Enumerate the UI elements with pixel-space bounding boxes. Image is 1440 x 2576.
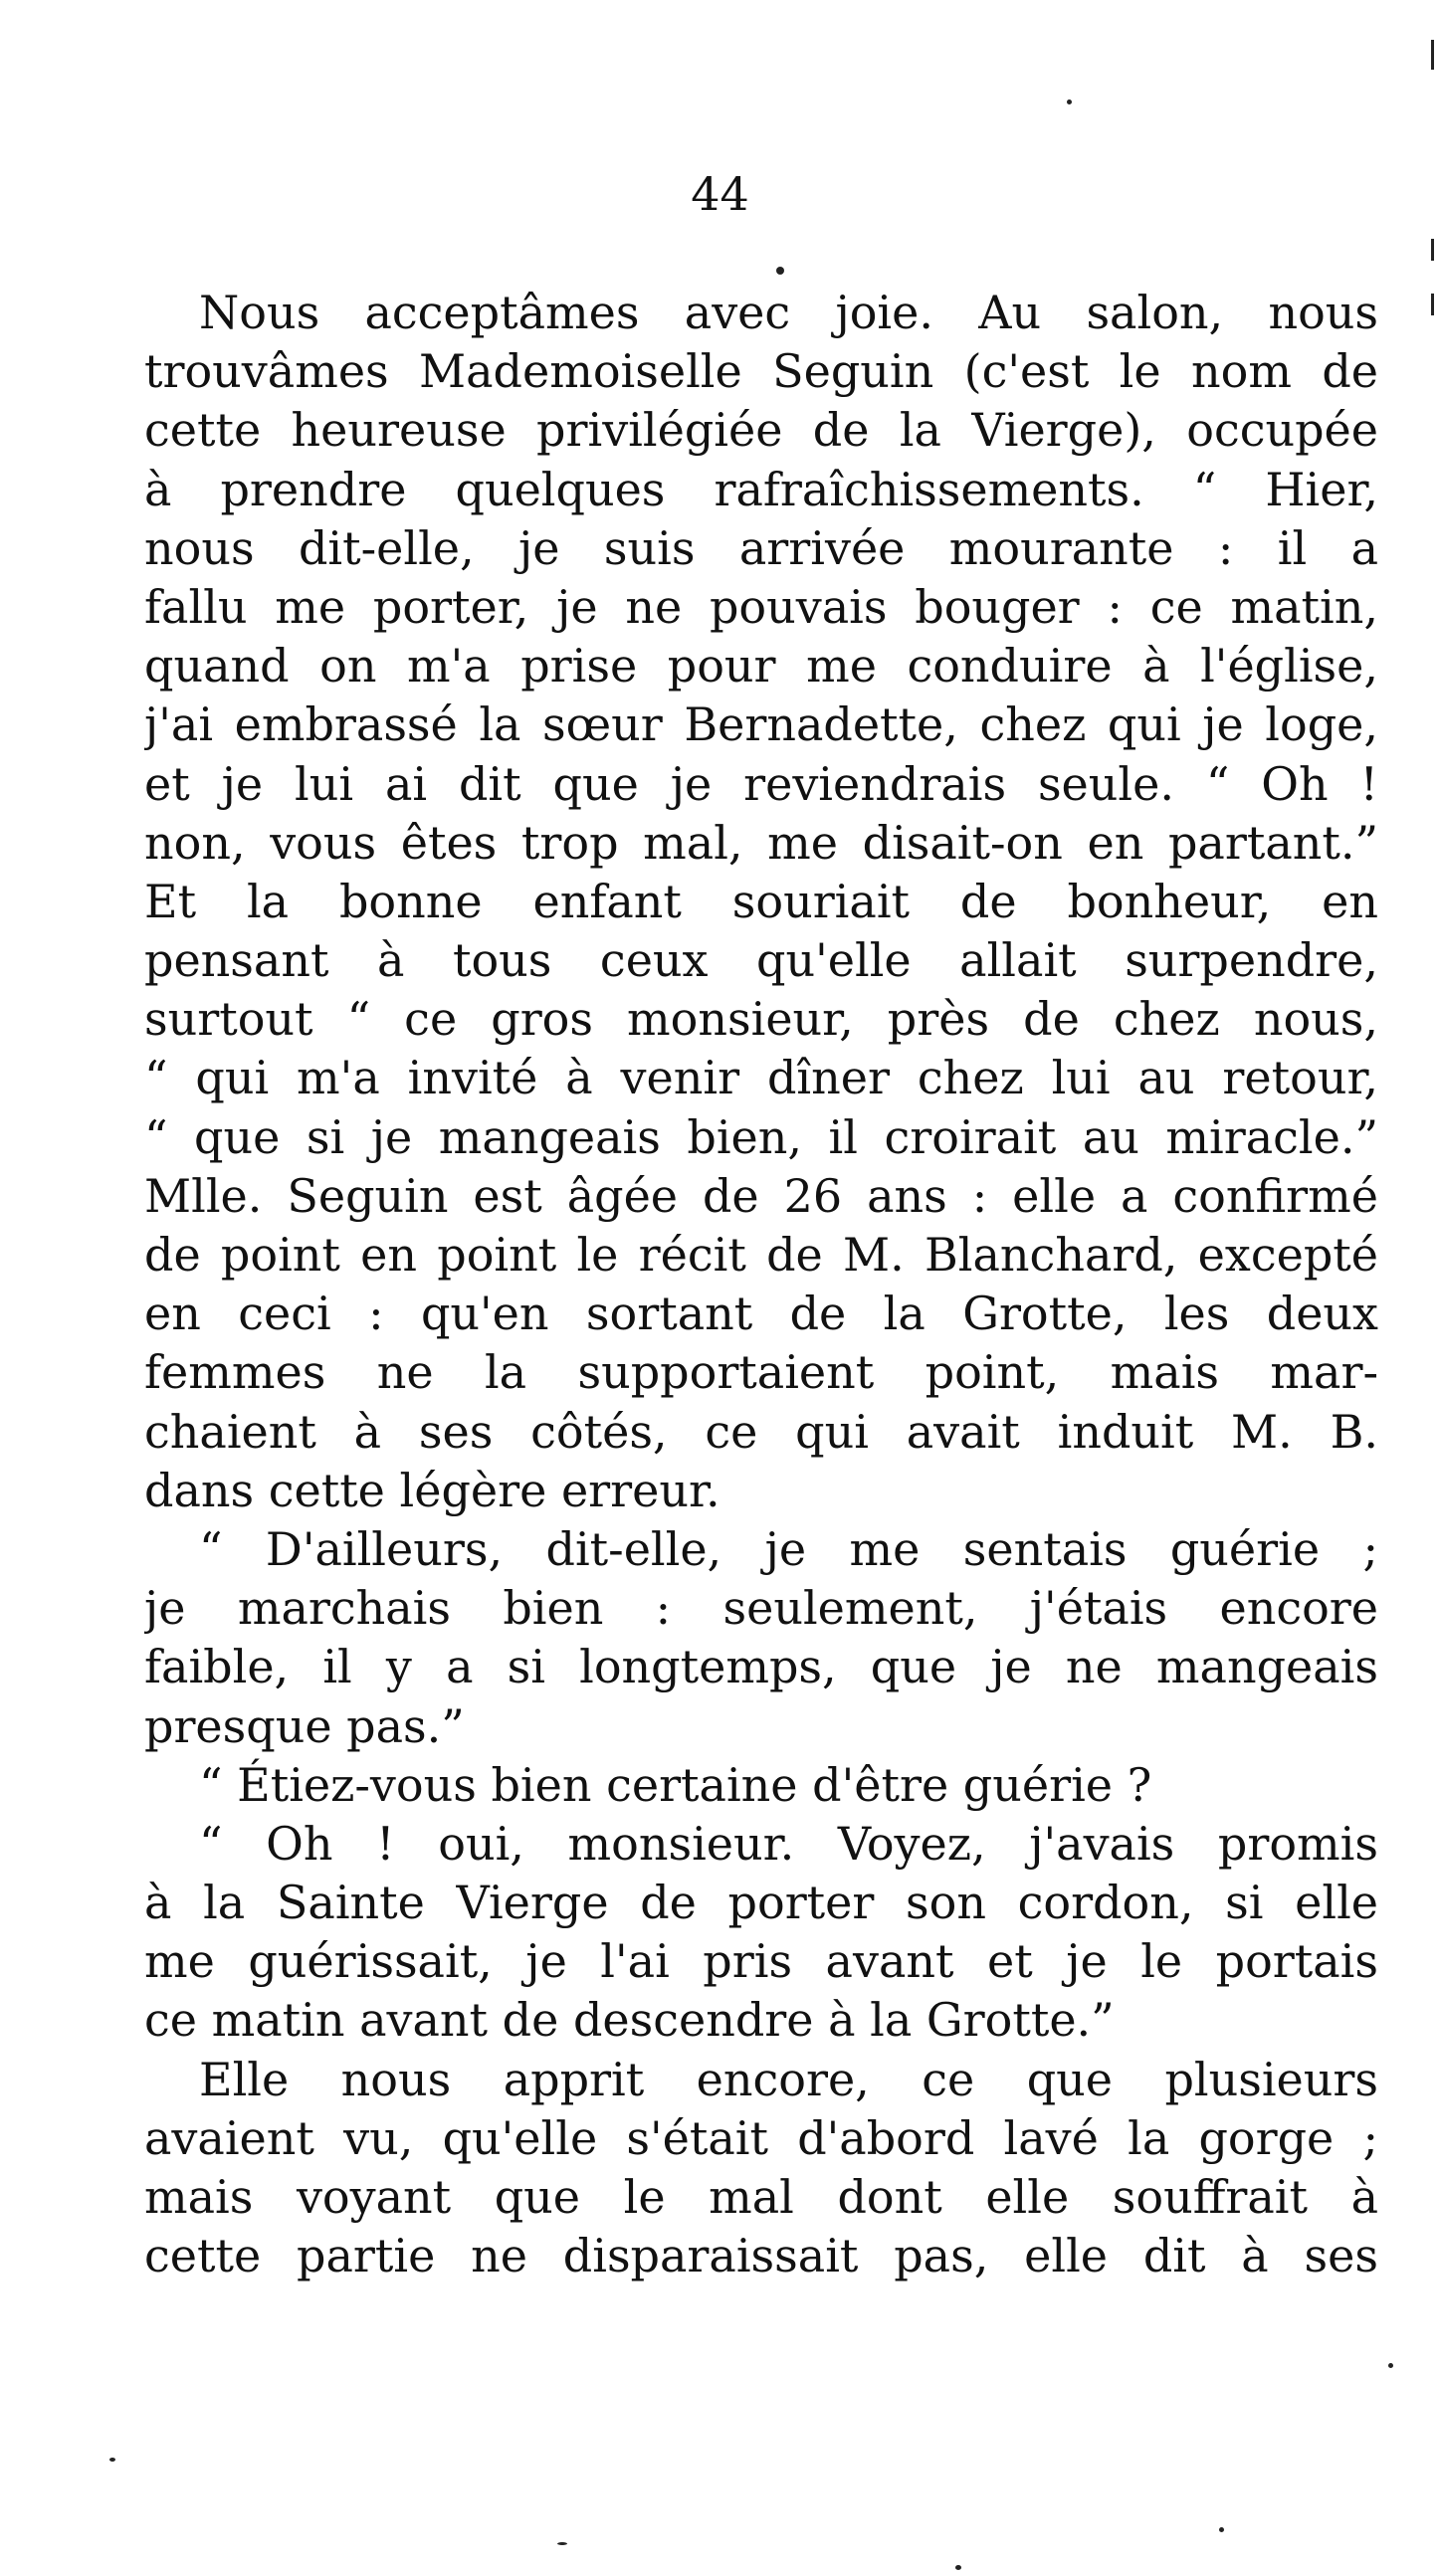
scan-speck: [109, 2458, 115, 2462]
text-line: fallu me porter, je ne pouvais bouger : ce matin,: [144, 579, 1378, 634]
text-line: Elle nous apprit encore, ce que plusieurs: [199, 2052, 1378, 2106]
text-line: Nous acceptâmes avec joie. Au salon, nous: [199, 286, 1378, 339]
text-line: dans cette légère erreur.: [144, 1463, 720, 1517]
text-line: j'ai embrassé la sœur Bernadette, chez qui je loge,: [144, 697, 1378, 752]
text-line: surtout “ ce gros monsieur, près de chez nous,: [144, 992, 1378, 1047]
text-line: faible, il y a si longtemps, que je ne mangeais: [144, 1640, 1378, 1694]
text-line: je marchais bien : seulement, j'étais encore: [144, 1581, 1378, 1636]
text-line: Mlle. Seguin est âgée de 26 ans : elle a confirmé: [144, 1168, 1378, 1223]
text-line: à la Sainte Vierge de porter son cordon, si elle: [144, 1876, 1378, 1930]
text-line: “ Oh ! oui, monsieur. Voyez, j'avais promis: [199, 1816, 1378, 1871]
page-edge-mark: [1431, 294, 1434, 315]
text-line: “ D'ailleurs, dit-elle, je me sentais guérie ;: [199, 1521, 1378, 1576]
text-line: et je lui ai dit que je reviendrais seule. “ Oh !: [144, 756, 1378, 811]
text-line: quand on m'a prise pour me conduire à l'église,: [144, 639, 1378, 694]
text-line: en ceci : qu'en sortant de la Grotte, les deux: [144, 1287, 1378, 1341]
page-edge-mark: [1431, 239, 1434, 261]
scan-speck: [1067, 99, 1072, 104]
text-line: non, vous êtes trop mal, me disait-on en partant.”: [144, 815, 1378, 870]
text-line: pensant à tous ceux qu'elle allait surpendre,: [144, 933, 1378, 988]
text-line: cette heureuse privilégiée de la Vierge), occupée: [144, 403, 1378, 458]
text-line: “ Étiez-vous bien certaine d'être guérie ?: [199, 1757, 1152, 1812]
page-edge-mark: [1431, 40, 1434, 70]
text-line: de point en point le récit de M. Blanchard, excepté: [144, 1228, 1378, 1282]
text-line: cette partie ne disparaissait pas, elle dit à ses: [144, 2229, 1378, 2283]
page-number: 44: [691, 167, 749, 221]
scan-speck: [1388, 2363, 1393, 2368]
text-line: “ qui m'a invité à venir dîner chez lui au retour,: [144, 1051, 1378, 1105]
text-line: Et la bonne enfant souriait de bonheur, en: [144, 874, 1378, 928]
text-line: mais voyant que le mal dont elle souffrait à: [144, 2170, 1378, 2224]
text-line: avaient vu, qu'elle s'était d'abord lavé la gorge ;: [144, 2110, 1378, 2165]
text-line: femmes ne la supportaient point, mais mar-: [144, 1345, 1378, 1400]
scan-speck: [1219, 2527, 1224, 2532]
text-line: trouvâmes Mademoiselle Seguin (c'est le nom de: [144, 344, 1378, 399]
text-line: chaient à ses côtés, ce qui avait induit M. B.: [144, 1404, 1378, 1459]
text-line: “ que si je mangeais bien, il croirait au miracle.”: [144, 1109, 1378, 1164]
scan-speck: [557, 2542, 567, 2545]
text-line: nous dit-elle, je suis arrivée mourante : il a: [144, 520, 1378, 575]
text-line: ce matin avant de descendre à la Grotte.”: [144, 1993, 1115, 2048]
body-text: [144, 284, 1378, 2285]
scan-speck: [955, 2565, 961, 2570]
text-line: presque pas.”: [144, 1698, 465, 1753]
text-line: me guérissait, je l'ai pris avant et je le portais: [144, 1934, 1378, 1989]
scan-speck: [776, 267, 784, 275]
text-line: à prendre quelques rafraîchissements. “ Hier,: [144, 462, 1378, 516]
